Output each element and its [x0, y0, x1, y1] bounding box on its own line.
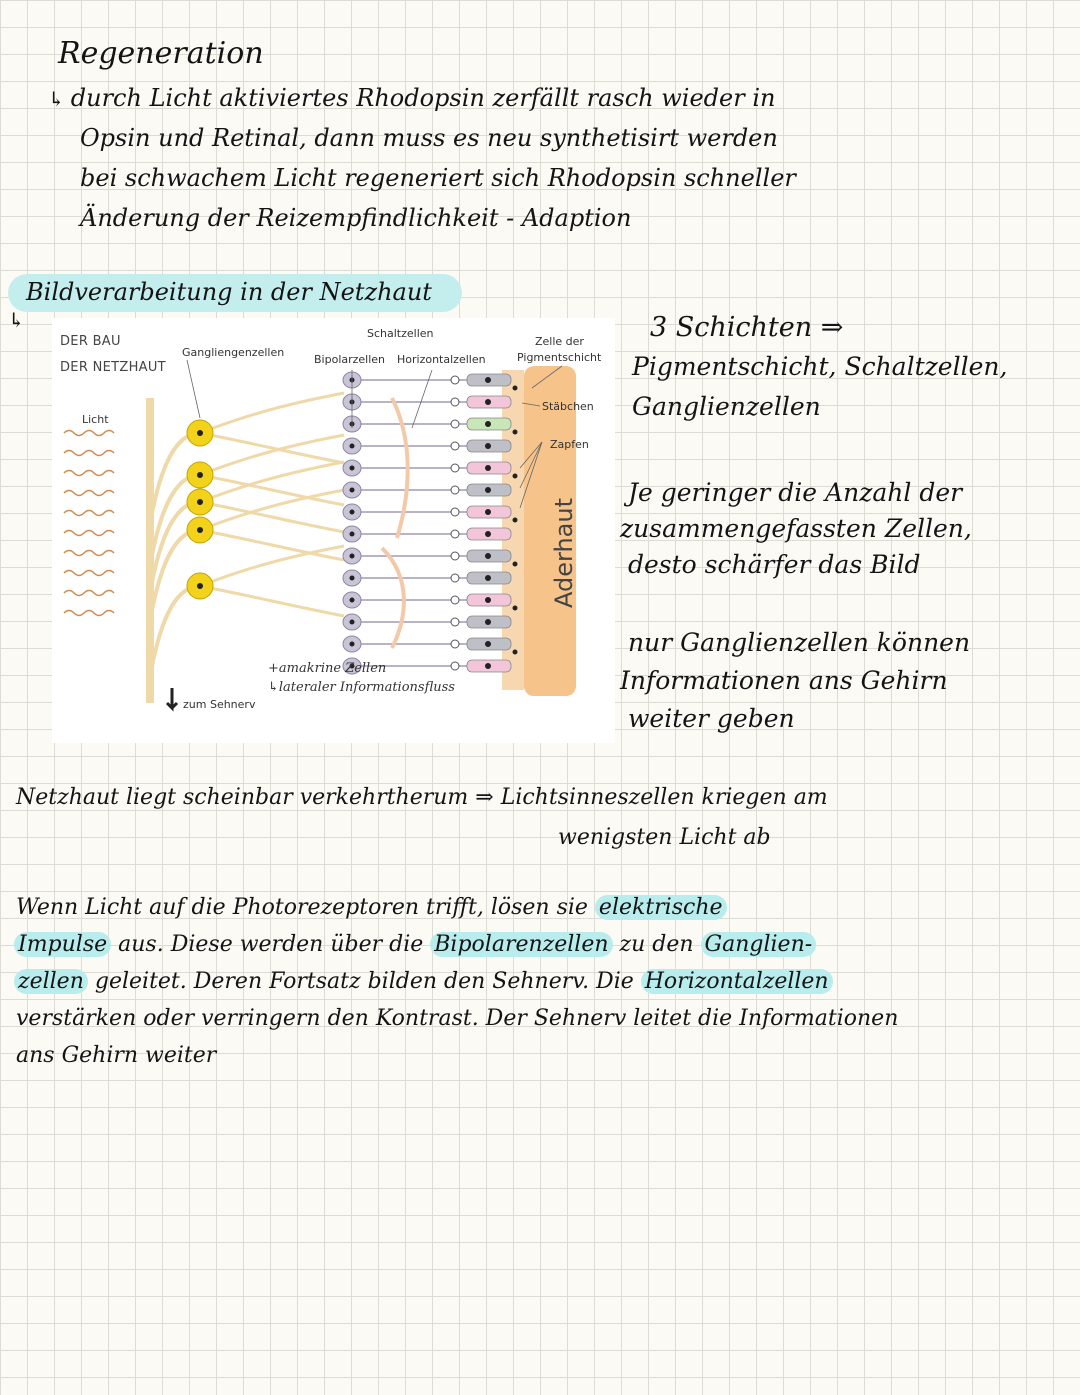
note-schichten-line-2: Pigmentschicht, Schaltzellen,: [632, 352, 1008, 381]
photoreceptor-nucleus: [485, 465, 491, 471]
leader-line: [187, 360, 200, 418]
bipolar-nucleus: [350, 576, 355, 581]
label-aderhaut: Aderhaut: [550, 498, 578, 608]
retina-diagram: [52, 318, 615, 743]
photoreceptor-nucleus: [485, 377, 491, 383]
note-schichten: 3 Schichten ⇒: [650, 312, 844, 343]
photoreceptor-nucleus: [485, 487, 491, 493]
synapse-node: [451, 398, 459, 406]
paragraph-line-5: ans Gehirn weiter: [16, 1043, 217, 1068]
light-wave: [64, 531, 114, 536]
ganglion-dendrite: [200, 393, 344, 433]
note-nur-line-1: nur Ganglienzellen können: [628, 628, 971, 657]
light-wave: [64, 451, 114, 456]
paragraph-line-2-text-b: zu den: [612, 932, 701, 957]
label-zum-sehnerv: zum Sehnerv: [183, 698, 256, 711]
highlight-impulse: Impulse: [14, 932, 111, 957]
arrow-icon: ↳: [48, 87, 65, 111]
figure-title-line-1: DER BAU: [60, 334, 121, 349]
bipolar-nucleus: [350, 466, 355, 471]
label-staebchen: Stäbchen: [542, 400, 594, 413]
bipolar-nucleus: [350, 620, 355, 625]
note-geringer-line-3: desto schärfer das Bild: [628, 550, 921, 579]
label-pigmentschicht: Pigmentschicht: [517, 351, 602, 364]
highlight-horizontalzellen: Horizontalzellen: [641, 969, 833, 994]
regeneration-line-1-text: durch Licht aktiviertes Rhodopsin zerfällt rasch wieder in: [70, 84, 776, 112]
pigment-granule: [513, 562, 518, 567]
paragraph-line-1-text: Wenn Licht auf die Photorezeptoren trifft, lösen sie: [16, 895, 595, 920]
pigment-granule: [513, 518, 518, 523]
photoreceptor-nucleus: [485, 597, 491, 603]
synapse-node: [451, 464, 459, 472]
light-wave: [64, 551, 114, 556]
photoreceptor-nucleus: [485, 575, 491, 581]
ganglion-nucleus: [197, 583, 203, 589]
pigment-granule: [513, 386, 518, 391]
label-bipolarzellen: Bipolarzellen: [314, 353, 386, 366]
label-amakrine: +amakrine Zellen: [268, 661, 387, 676]
ganglion-dendrite: [200, 530, 344, 560]
light-wave: [64, 591, 114, 596]
ganglion-nucleus: [197, 472, 203, 478]
bipolar-nucleus: [350, 554, 355, 559]
label-horizontalzellen: Horizontalzellen: [397, 353, 486, 366]
light-wave: [64, 611, 114, 616]
synapse-node: [451, 552, 459, 560]
light-wave: [64, 491, 114, 496]
ganglion-cells: [187, 420, 213, 599]
pigment-granule: [513, 474, 518, 479]
synapse-node: [451, 596, 459, 604]
section-heading: Bildverarbeitung in der Netzhaut: [26, 278, 432, 306]
paragraph-line-4: verstärken oder verringern den Kontrast. Der Sehnerv leitet die Informationen: [16, 1006, 899, 1031]
photoreceptor-nucleus: [485, 531, 491, 537]
photoreceptor-nucleus: [485, 421, 491, 427]
axon-fibres: [152, 393, 344, 666]
regeneration-line-2: Opsin und Retinal, dann muss es neu synthetisirt werden: [80, 124, 778, 152]
synapse-node: [451, 618, 459, 626]
bipolar-nucleus: [350, 444, 355, 449]
note-nur-line-3: weiter geben: [628, 704, 795, 733]
photoreceptor-nucleus: [485, 399, 491, 405]
label-zelle-der: Zelle der: [535, 335, 584, 348]
note-schichten-line-3: Ganglienzellen: [632, 392, 821, 421]
synapse-node: [451, 640, 459, 648]
regeneration-line-1: [48, 84, 775, 112]
regeneration-line-4: Änderung der Reizempfindlichkeit - Adaption: [80, 204, 632, 232]
highlight-bipolarenzellen: Bipolarenzellen: [430, 932, 612, 957]
ganglion-nucleus: [197, 499, 203, 505]
nerve-arrow: [167, 688, 177, 708]
note-geringer-line-1: Je geringer die Anzahl der: [628, 478, 963, 507]
ganglion-axon: [152, 586, 200, 666]
synapse-node: [451, 508, 459, 516]
ganglion-dendrite: [200, 490, 344, 530]
label-ganglienzellen: Gangliengenzellen: [182, 346, 285, 359]
light-waves: [64, 431, 114, 616]
leader-line: [412, 370, 432, 428]
photoreceptor-nucleus: [485, 509, 491, 515]
ganglion-dendrite: [200, 586, 344, 616]
photoreceptor-nucleus: [485, 443, 491, 449]
horizontal-cell-link: [382, 548, 404, 648]
light-wave: [64, 431, 114, 436]
cell-rows: [343, 372, 518, 674]
pigment-granule: [513, 650, 518, 655]
paragraph-line-2-text: aus. Diese werden über die: [111, 932, 431, 957]
note-geringer-line-2: zusammengefassten Zellen,: [620, 514, 972, 543]
synapse-node: [451, 486, 459, 494]
bipolar-nucleus: [350, 510, 355, 515]
bipolar-nucleus: [350, 598, 355, 603]
photoreceptor-nucleus: [485, 663, 491, 669]
paragraph-line-2: [14, 932, 816, 957]
synapse-node: [451, 376, 459, 384]
bipolar-nucleus: [350, 642, 355, 647]
ganglion-dendrite: [200, 433, 344, 463]
paragraph-line-1: [16, 895, 727, 920]
photoreceptor-nucleus: [485, 553, 491, 559]
photoreceptor-nucleus: [485, 619, 491, 625]
ganglion-dendrite: [200, 546, 344, 586]
synapse-node: [451, 662, 459, 670]
highlight-ganglien: Ganglien-: [701, 932, 817, 957]
highlight-zellen: zellen: [14, 969, 88, 994]
light-wave: [64, 511, 114, 516]
label-schaltzellen: Schaltzellen: [367, 327, 434, 340]
synapse-node: [451, 420, 459, 428]
ganglion-nucleus: [197, 430, 203, 436]
synapse-node: [451, 442, 459, 450]
netzhaut-note-line-2: wenigsten Licht ab: [558, 825, 771, 850]
label-zapfen: Zapfen: [550, 438, 589, 451]
figure-title-line-2: DER NETZHAUT: [60, 360, 166, 375]
paragraph-line-3: [14, 969, 833, 994]
bipolar-nucleus: [350, 488, 355, 493]
label-licht: Licht: [82, 413, 109, 426]
paragraph-line-3-text: geleitet. Deren Fortsatz bilden den Sehnerv. Die: [87, 969, 641, 994]
light-wave: [64, 471, 114, 476]
bipolar-nucleus: [350, 532, 355, 537]
ganglion-dendrite: [200, 435, 344, 475]
synapse-node: [451, 530, 459, 538]
regeneration-line-3: bei schwachem Licht regeneriert sich Rhodopsin schneller: [80, 164, 796, 192]
pigment-granule: [513, 606, 518, 611]
note-nur-line-2: Informationen ans Gehirn: [620, 666, 948, 695]
ganglion-nucleus: [197, 527, 203, 533]
highlight-elektrische: elektrische: [595, 895, 727, 920]
pigment-granule: [513, 430, 518, 435]
photoreceptor-nucleus: [485, 641, 491, 647]
synapse-node: [451, 574, 459, 582]
regeneration-title: Regeneration: [58, 36, 264, 71]
light-wave: [64, 571, 114, 576]
netzhaut-note-line-1: Netzhaut liegt scheinbar verkehrtherum ⇒ Lichtsinneszellen kriegen am: [16, 785, 828, 810]
heading-arrow-icon: ↳: [8, 308, 25, 332]
label-lateraler: ↳lateraler Informationsfluss: [268, 680, 455, 695]
